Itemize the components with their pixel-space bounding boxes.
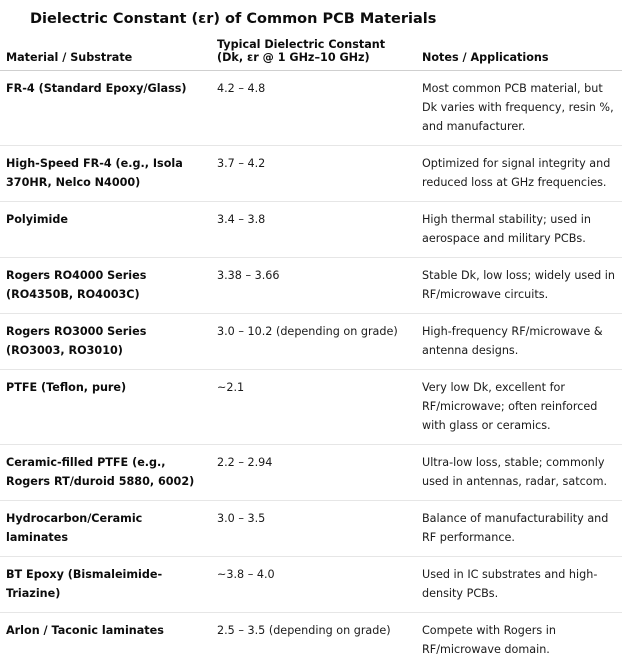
material-cell: Rogers RO3000 Series (RO3003, RO3010) [0, 314, 211, 370]
material-cell: Rogers RO4000 Series (RO4350B, RO4003C) [0, 258, 211, 314]
dk-cell: 3.7 – 4.2 [211, 146, 416, 202]
table-row [0, 557, 622, 613]
table-row [0, 501, 622, 557]
dk-cell: 4.2 – 4.8 [211, 71, 416, 146]
table-header [0, 34, 622, 71]
table-title: Dielectric Constant (εr) of Common PCB Materials [30, 9, 436, 29]
table-row [0, 146, 622, 202]
table-row [0, 445, 622, 501]
dk-cell: 3.0 – 3.5 [211, 501, 416, 557]
dk-cell: ~2.1 [211, 370, 416, 445]
material-cell: Polyimide [0, 202, 211, 258]
dk-cell: 3.4 – 3.8 [211, 202, 416, 258]
notes-cell: Used in IC substrates and high-density PCBs. [416, 557, 622, 613]
material-cell: BT Epoxy (Bismaleimide-Triazine) [0, 557, 211, 613]
dk-cell: 2.2 – 2.94 [211, 445, 416, 501]
material-cell: FR-4 (Standard Epoxy/Glass) [0, 71, 211, 146]
notes-cell: High thermal stability; used in aerospace and military PCBs. [416, 202, 622, 258]
header-row [0, 34, 622, 71]
material-cell: Arlon / Taconic laminates [0, 613, 211, 668]
header-notes: Notes / Applications [416, 34, 622, 71]
notes-cell: Ultra-low loss, stable; commonly used in antennas, radar, satcom. [416, 445, 622, 501]
table-row [0, 71, 622, 146]
notes-cell: Very low Dk, excellent for RF/microwave; often reinforced with glass or ceramics. [416, 370, 622, 445]
material-cell: Hydrocarbon/Ceramic laminates [0, 501, 211, 557]
material-cell: PTFE (Teflon, pure) [0, 370, 211, 445]
dk-cell: 2.5 – 3.5 (depending on grade) [211, 613, 416, 668]
header-material: Material / Substrate [0, 34, 211, 71]
dk-cell: 3.38 – 3.66 [211, 258, 416, 314]
table-body [0, 71, 622, 668]
notes-cell: Optimized for signal integrity and reduced loss at GHz frequencies. [416, 146, 622, 202]
table-row [0, 314, 622, 370]
table-row [0, 202, 622, 258]
material-cell: High-Speed FR-4 (e.g., Isola 370HR, Nelco N4000) [0, 146, 211, 202]
material-cell: Ceramic-filled PTFE (e.g., Rogers RT/duroid 5880, 6002) [0, 445, 211, 501]
notes-cell: High-frequency RF/microwave & antenna designs. [416, 314, 622, 370]
notes-cell: Balance of manufacturability and RF performance. [416, 501, 622, 557]
dk-cell: 3.0 – 10.2 (depending on grade) [211, 314, 416, 370]
header-dielectric-constant: Typical Dielectric Constant (Dk, εr @ 1 GHz–10 GHz) [211, 34, 416, 71]
dk-cell: ~3.8 – 4.0 [211, 557, 416, 613]
table-row [0, 258, 622, 314]
table-row [0, 370, 622, 445]
notes-cell: Stable Dk, low loss; widely used in RF/microwave circuits. [416, 258, 622, 314]
notes-cell: Compete with Rogers in RF/microwave domain. [416, 613, 622, 668]
notes-cell: Most common PCB material, but Dk varies with frequency, resin %, and manufacturer. [416, 71, 622, 146]
materials-table [0, 34, 622, 668]
